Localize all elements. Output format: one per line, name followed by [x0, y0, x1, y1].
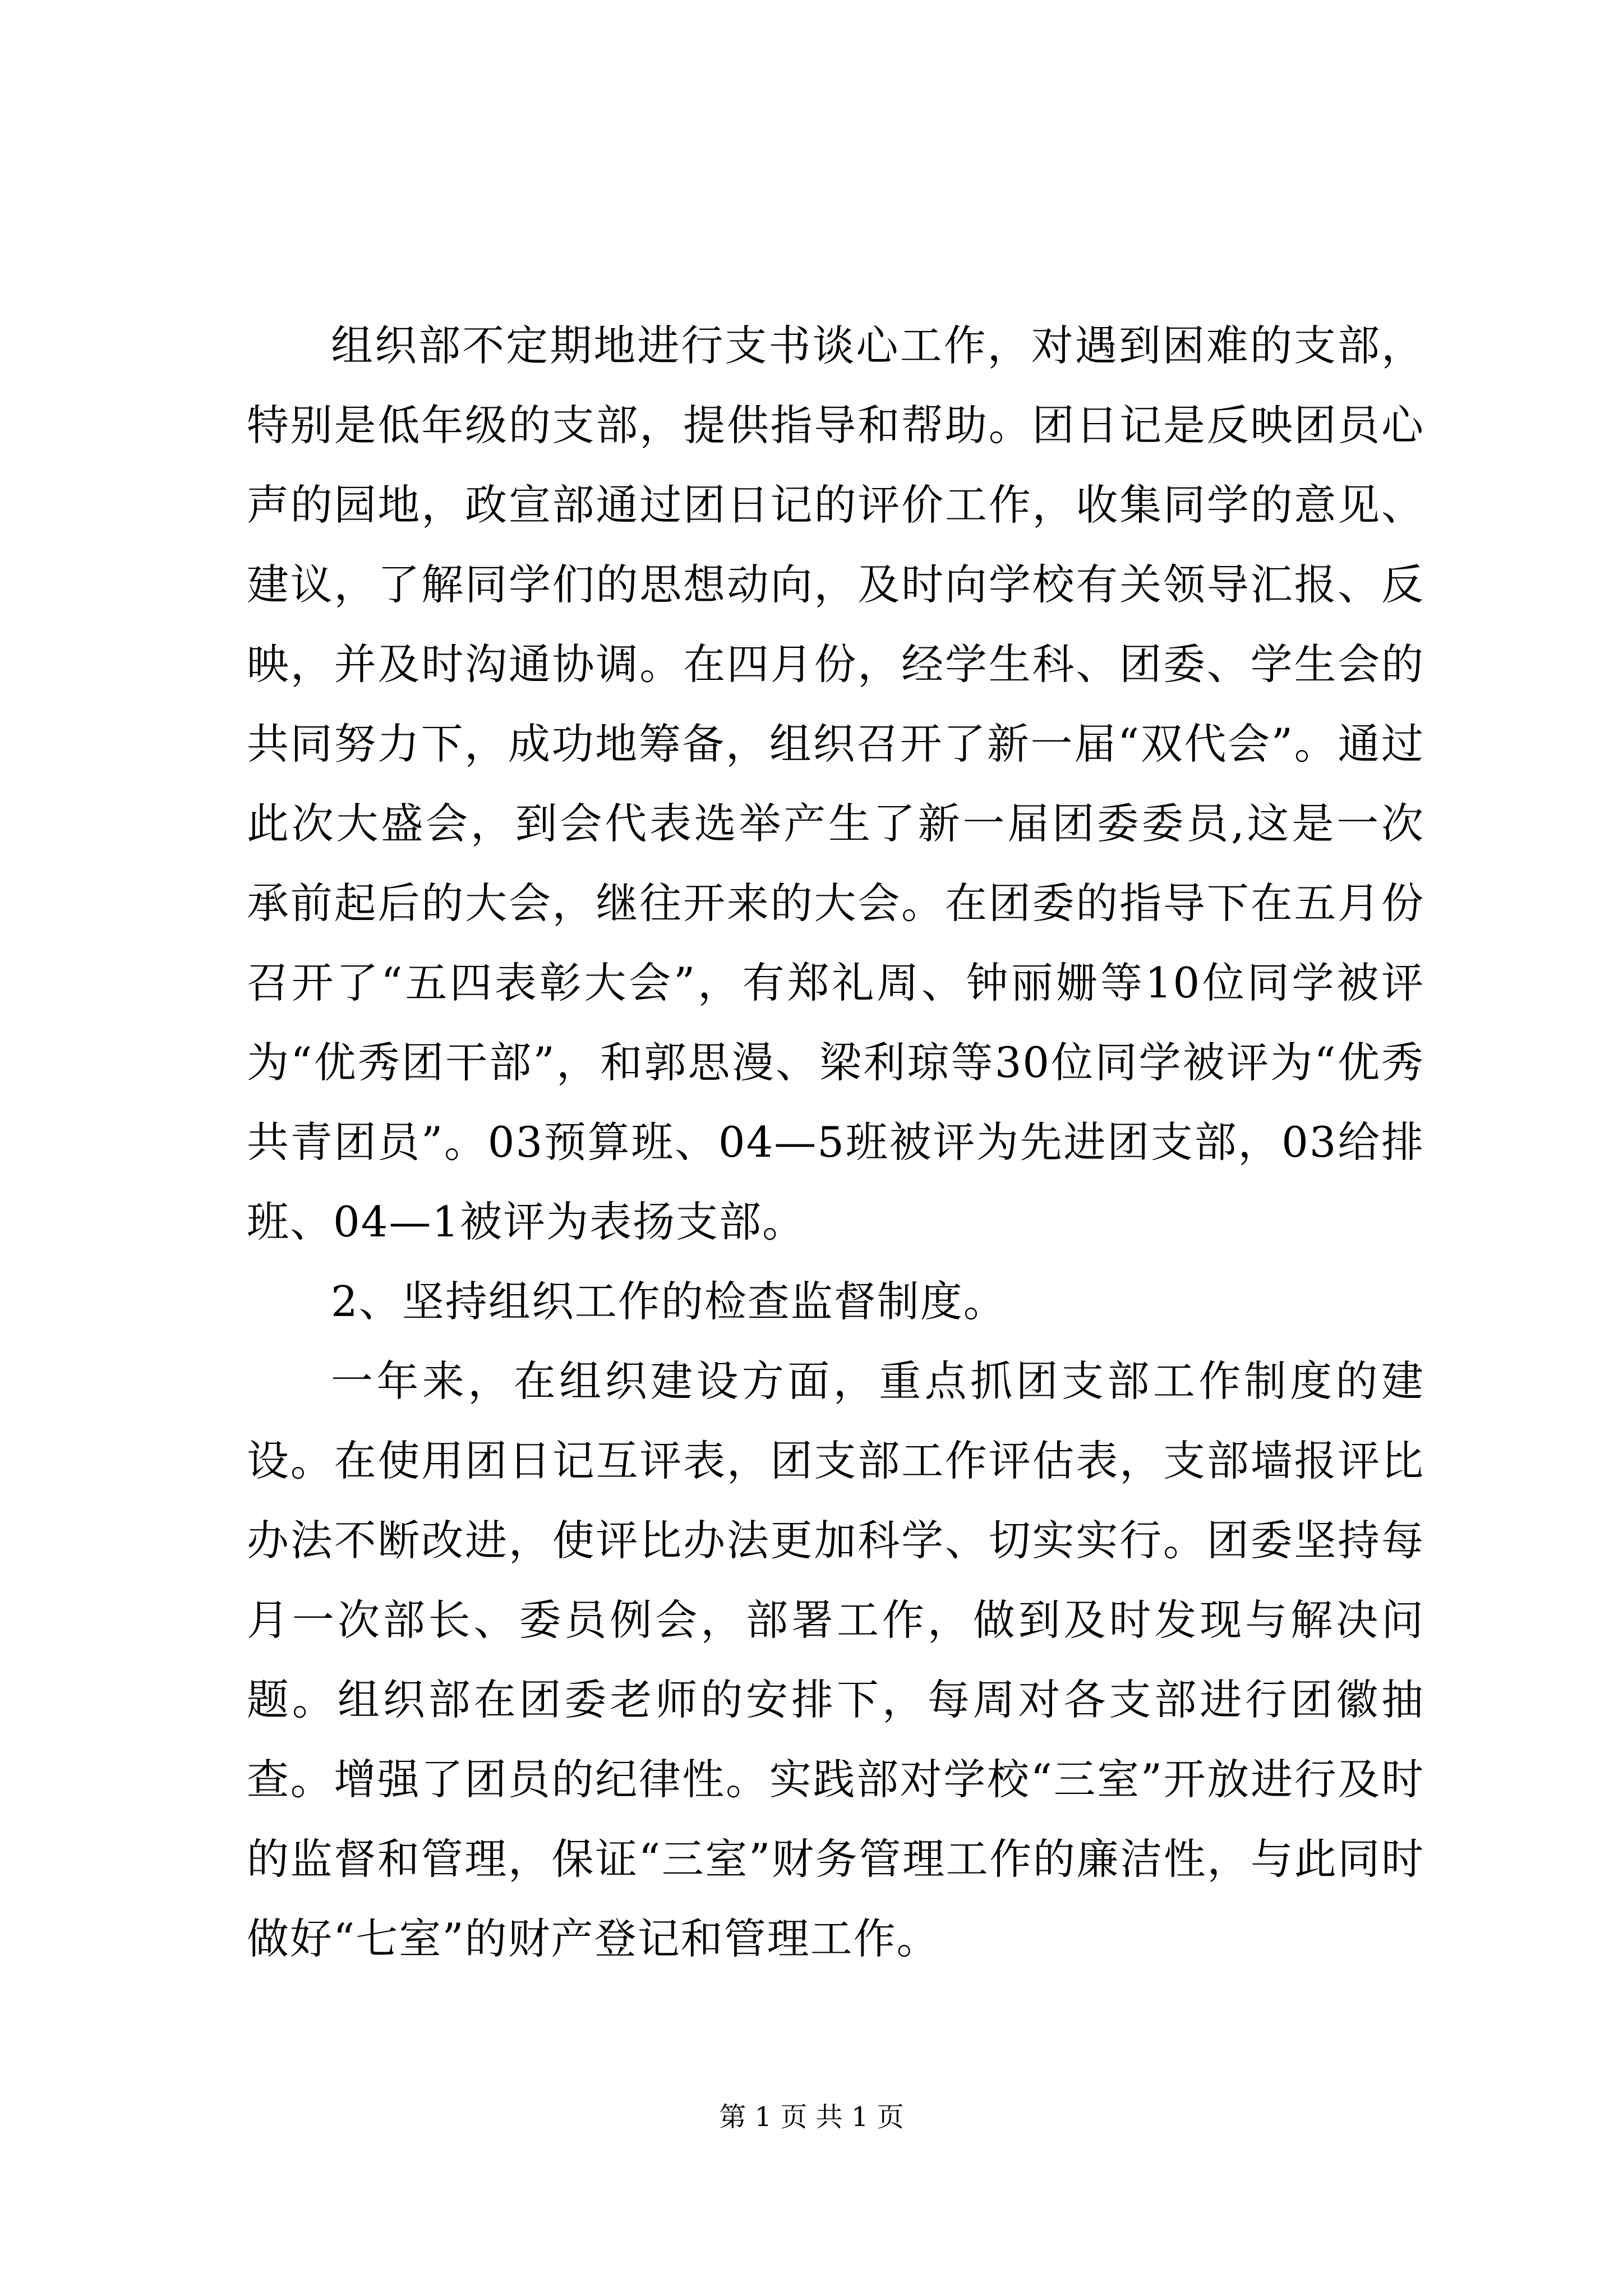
paragraph-section-heading: 2、坚持组织工作的检查监督制度。	[331, 1277, 1007, 1326]
paragraph-organization-work: 组织部不定期地进行支书谈心工作，对遇到困难的支部，特别是低年级的支部，提供指导和帮助。团日记是反映团员心声的园地，政宣部通过团日记的评价工作，收集同学的意见、建议，了解同学们的思想动向，及时向学校有关领导汇报、反映，并及时沟通协调。在四月份，经学生科、团委、学生会的共同努力下，成功地筹备，组织召开了新一届“双代会”。通过此次大盛会，到会代表选举产生了新一届团委委员,这是一次承前起后的大会，继往开来的大会。在团委的指导下在五月份召开了“五四表彰大会”，有郑礼周、钟丽姗等10位同学被评为“优秀团干部”，和郭思漫、梁利琼等30位同学被评为“优秀共青团员”。03预算班、04—5班被评为先进团支部，03给排班、04—1被评为表扬支部。	[247, 321, 1424, 1246]
page-footer: 第 1 页 共 1 页	[719, 2101, 904, 2133]
document-body	[247, 306, 1424, 1978]
paragraph-organization-building: 一年来，在组织建设方面，重点抓团支部工作制度的建设。在使用团日记互评表，团支部工作评估表，支部墙报评比办法不断改进，使评比办法更加科学、切实实行。团委坚持每月一次部长、委员例会，部署工作，做到及时发现与解决问题。组织部在团委老师的安排下，每周对各支部进行团徽抽查。增强了团员的纪律性。实践部对学校“三室”开放进行及时的监督和管理，保证“三室”财务管理工作的廉洁性，与此同时做好“七室”的财产登记和管理工作。	[247, 1356, 1424, 1963]
